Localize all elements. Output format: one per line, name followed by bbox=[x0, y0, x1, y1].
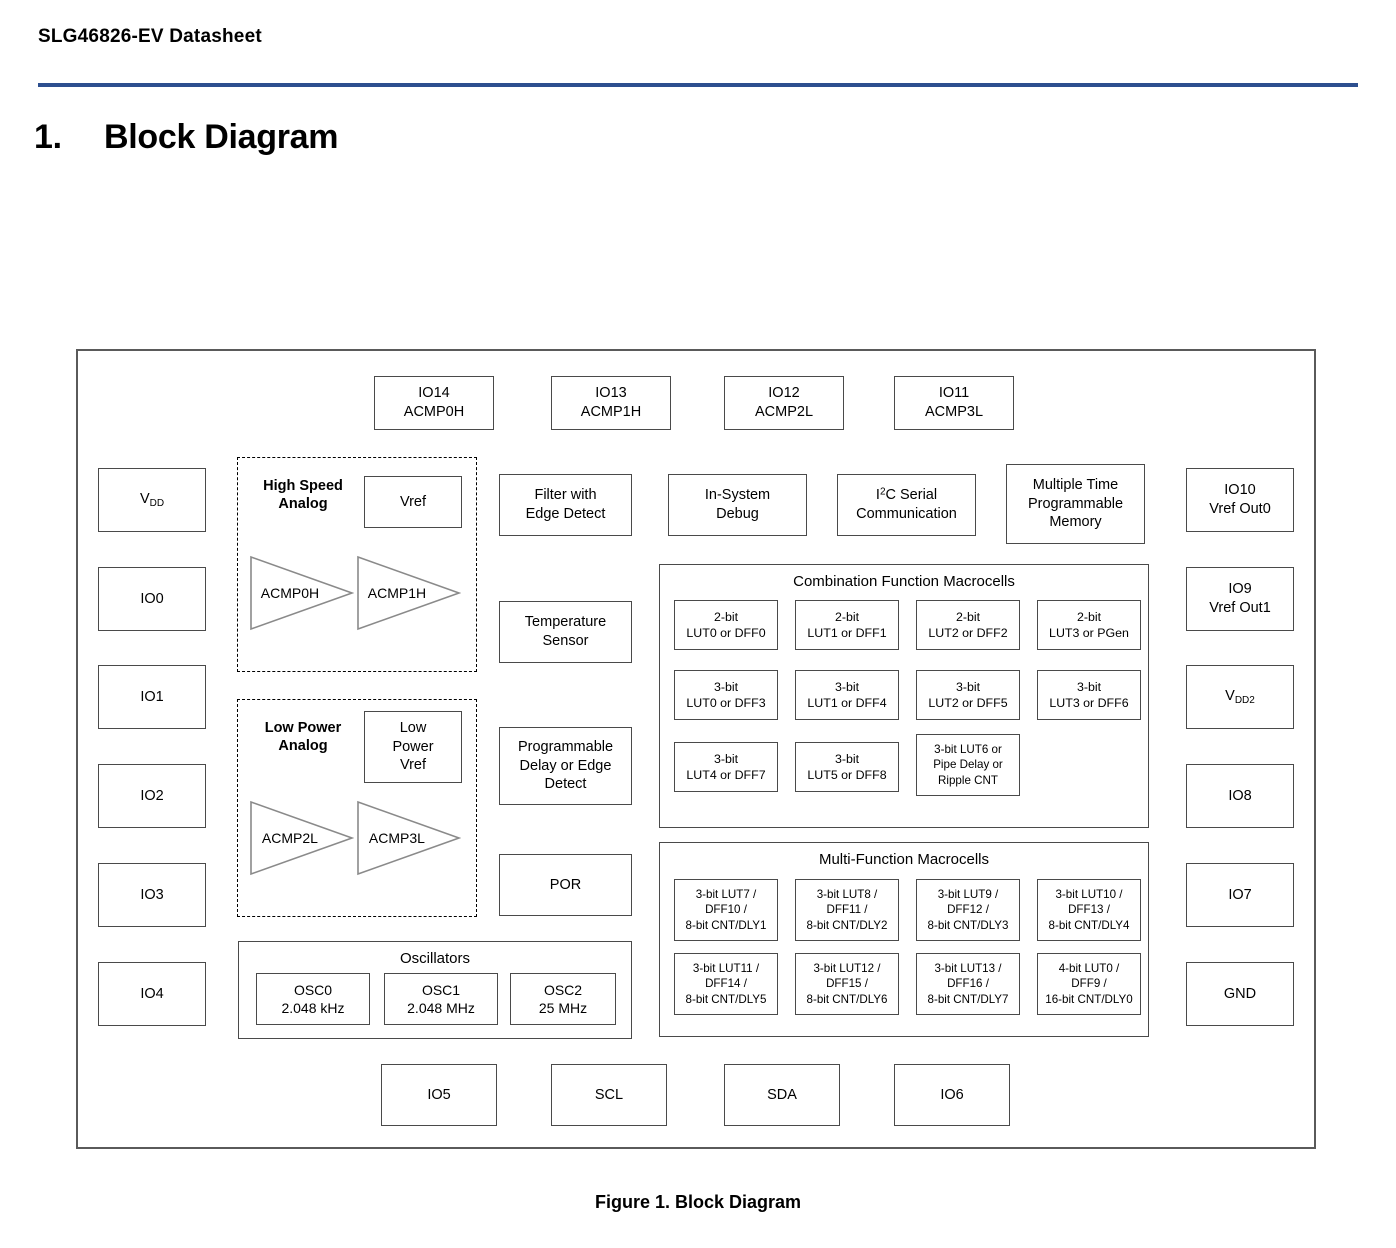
block-i2c-line2: Communication bbox=[856, 506, 957, 522]
pin-io12-line1: IO12 bbox=[768, 385, 800, 402]
pin-io9-line2: Vref Out1 bbox=[1209, 600, 1271, 616]
high-speed-vref-label: Vref bbox=[399, 493, 427, 510]
block-delay-line1: Programmable bbox=[517, 739, 614, 756]
multi-function-cell: 4-bit LUT0 / DFF9 / 16-bit CNT/DLY0 bbox=[1037, 953, 1141, 1015]
osc1-freq: 2.048 MHz bbox=[407, 1000, 475, 1016]
block-filter-edge-detect bbox=[499, 474, 632, 536]
pin-io14 bbox=[374, 376, 494, 430]
oscillator-osc2 bbox=[510, 973, 616, 1025]
block-i2c-serial bbox=[837, 474, 976, 536]
multi-function-cell: 3-bit LUT7 / DFF10 / 8-bit CNT/DLY1 bbox=[674, 879, 778, 941]
pin-io11-line1: IO11 bbox=[938, 385, 970, 402]
pin-io9 bbox=[1186, 567, 1294, 631]
pin-io1-label: IO1 bbox=[140, 688, 164, 705]
low-power-analog-label: Low Power Analog bbox=[264, 720, 342, 755]
osc0-name: OSC0 bbox=[293, 981, 333, 998]
combination-cell: 3-bit LUT2 or DFF5 bbox=[916, 670, 1020, 720]
pin-io12-line2: ACMP2L bbox=[754, 404, 814, 420]
pin-vdd-label: $V_{DD}$ bbox=[139, 490, 165, 509]
pin-io3-label: IO3 bbox=[140, 886, 164, 903]
pin-io7-label: IO7 bbox=[1228, 886, 1252, 903]
pin-io10-line1: IO10 bbox=[1224, 482, 1256, 499]
pin-io4-label: IO4 bbox=[140, 985, 164, 1002]
section-title-text: Block Diagram bbox=[104, 118, 339, 156]
pin-io11 bbox=[894, 376, 1014, 430]
combination-cell: 3-bit LUT0 or DFF3 bbox=[674, 670, 778, 720]
pin-io6-label: IO6 bbox=[940, 1086, 964, 1103]
pin-io0-label: IO0 bbox=[140, 590, 164, 607]
pin-io9-line1: IO9 bbox=[1228, 581, 1252, 598]
block-mtp-line1: Multiple Time bbox=[1032, 477, 1119, 494]
block-mtp-memory bbox=[1006, 464, 1145, 544]
pin-io14-line1: IO14 bbox=[418, 385, 450, 402]
pin-io10 bbox=[1186, 468, 1294, 532]
pin-io14-line2: ACMP0H bbox=[403, 404, 465, 420]
combination-cell: 2-bit LUT1 or DFF1 bbox=[795, 600, 899, 650]
block-por bbox=[499, 854, 632, 916]
pin-io10-line2: Vref Out0 bbox=[1209, 501, 1271, 517]
block-temp-line1: Temperature bbox=[524, 614, 607, 631]
block-filter-line2: Edge Detect bbox=[525, 506, 606, 522]
osc1-name: OSC1 bbox=[421, 981, 461, 998]
pin-gnd bbox=[1186, 962, 1294, 1026]
pin-scl bbox=[551, 1064, 667, 1126]
low-power-vref-box bbox=[364, 711, 462, 783]
low-power-vref-line1: Low bbox=[399, 720, 427, 737]
pin-io1 bbox=[98, 665, 206, 729]
header-divider bbox=[38, 83, 1358, 87]
low-power-vref-line3: Vref bbox=[399, 757, 427, 774]
block-in-system-debug bbox=[668, 474, 807, 536]
osc2-freq: 25 MHz bbox=[538, 1000, 588, 1016]
pin-io8 bbox=[1186, 764, 1294, 828]
combination-cell: 3-bit LUT3 or DFF6 bbox=[1037, 670, 1141, 720]
section-heading bbox=[34, 118, 338, 157]
pin-vdd2-label: $V_{DD2}$ bbox=[1225, 687, 1255, 706]
multi-function-cell: 3-bit LUT11 / DFF14 / 8-bit CNT/DLY5 bbox=[674, 953, 778, 1015]
figure-caption: Figure 1. Block Diagram bbox=[594, 1192, 802, 1212]
combination-macrocells-title: Combination Function Macrocells bbox=[793, 573, 1015, 590]
pin-io5 bbox=[381, 1064, 497, 1126]
block-temp-line2: Sensor bbox=[542, 633, 589, 649]
combination-cell: 3-bit LUT4 or DFF7 bbox=[674, 742, 778, 792]
multi-function-macrocells-title: Multi-Function Macrocells bbox=[818, 851, 990, 868]
block-filter-line1: Filter with bbox=[534, 487, 597, 504]
block-temperature-sensor bbox=[499, 601, 632, 663]
pin-io13 bbox=[551, 376, 671, 430]
pin-vdd2 bbox=[1186, 665, 1294, 729]
page-title: SLG46826-EV Datasheet bbox=[38, 26, 262, 47]
block-delay-line3: Detect bbox=[544, 776, 587, 793]
comparator-acmp1h bbox=[356, 554, 461, 632]
oscillators-title: Oscillators bbox=[399, 950, 470, 967]
comparator-acmp2l-label: ACMP2L bbox=[261, 830, 318, 846]
pin-io6 bbox=[894, 1064, 1010, 1126]
block-i2c-line1: $I^2C$ Serial bbox=[875, 486, 938, 504]
pin-io0 bbox=[98, 567, 206, 631]
block-debug-line1: In-System bbox=[704, 487, 771, 504]
pin-io13-line1: IO13 bbox=[595, 385, 627, 402]
block-delay-line2: Delay or Edge bbox=[519, 757, 612, 774]
osc2-name: OSC2 bbox=[543, 981, 583, 998]
block-mtp-line3: Memory bbox=[1049, 514, 1102, 531]
block-programmable-delay bbox=[499, 727, 632, 805]
pin-sda-label: SDA bbox=[767, 1086, 797, 1103]
combination-cell: 3-bit LUT5 or DFF8 bbox=[795, 742, 899, 792]
osc0-freq: 2.048 kHz bbox=[281, 1000, 345, 1016]
multi-function-cell: 3-bit LUT8 / DFF11 / 8-bit CNT/DLY2 bbox=[795, 879, 899, 941]
pin-gnd-label: GND bbox=[1223, 985, 1257, 1002]
pin-io11-line2: ACMP3L bbox=[924, 404, 984, 420]
oscillator-osc1 bbox=[384, 973, 498, 1025]
comparator-acmp0h bbox=[249, 554, 354, 632]
high-speed-analog-label: High Speed Analog bbox=[263, 478, 343, 513]
block-debug-line2: Debug bbox=[716, 506, 759, 522]
block-por-label: POR bbox=[549, 876, 582, 893]
comparator-acmp0h-label: ACMP0H bbox=[260, 585, 320, 601]
combination-cell: 3-bit LUT6 or Pipe Delay or Ripple CNT bbox=[916, 734, 1020, 796]
block-mtp-line2: Programmable bbox=[1027, 495, 1124, 512]
combination-cell: 2-bit LUT0 or DFF0 bbox=[674, 600, 778, 650]
multi-function-cell: 3-bit LUT9 / DFF12 / 8-bit CNT/DLY3 bbox=[916, 879, 1020, 941]
pin-io8-label: IO8 bbox=[1228, 787, 1252, 804]
pin-io12 bbox=[724, 376, 844, 430]
pin-io5-label: IO5 bbox=[427, 1086, 451, 1103]
pin-io4 bbox=[98, 962, 206, 1026]
pin-io7 bbox=[1186, 863, 1294, 927]
comparator-acmp2l bbox=[249, 799, 354, 877]
multi-function-cell: 3-bit LUT12 / DFF15 / 8-bit CNT/DLY6 bbox=[795, 953, 899, 1015]
pin-io13-line2: ACMP1H bbox=[580, 404, 642, 420]
oscillator-osc0 bbox=[256, 973, 370, 1025]
comparator-acmp3l bbox=[356, 799, 461, 877]
comparator-acmp3l-label: ACMP3L bbox=[368, 830, 425, 846]
pin-sda bbox=[724, 1064, 840, 1126]
multi-function-cell: 3-bit LUT13 / DFF16 / 8-bit CNT/DLY7 bbox=[916, 953, 1020, 1015]
low-power-vref-line2: Power bbox=[392, 738, 434, 755]
combination-cell: 2-bit LUT2 or DFF2 bbox=[916, 600, 1020, 650]
comparator-acmp1h-label: ACMP1H bbox=[367, 585, 427, 601]
combination-cell: 3-bit LUT1 or DFF4 bbox=[795, 670, 899, 720]
multi-function-cell: 3-bit LUT10 / DFF13 / 8-bit CNT/DLY4 bbox=[1037, 879, 1141, 941]
pin-io2 bbox=[98, 764, 206, 828]
pin-scl-label: SCL bbox=[594, 1086, 624, 1103]
section-number: 1. bbox=[34, 118, 62, 156]
combination-cell: 2-bit LUT3 or PGen bbox=[1037, 600, 1141, 650]
pin-io3 bbox=[98, 863, 206, 927]
pin-vdd bbox=[98, 468, 206, 532]
pin-io2-label: IO2 bbox=[140, 787, 164, 804]
block-diagram-figure bbox=[76, 349, 1316, 1149]
high-speed-vref-box bbox=[364, 476, 462, 528]
